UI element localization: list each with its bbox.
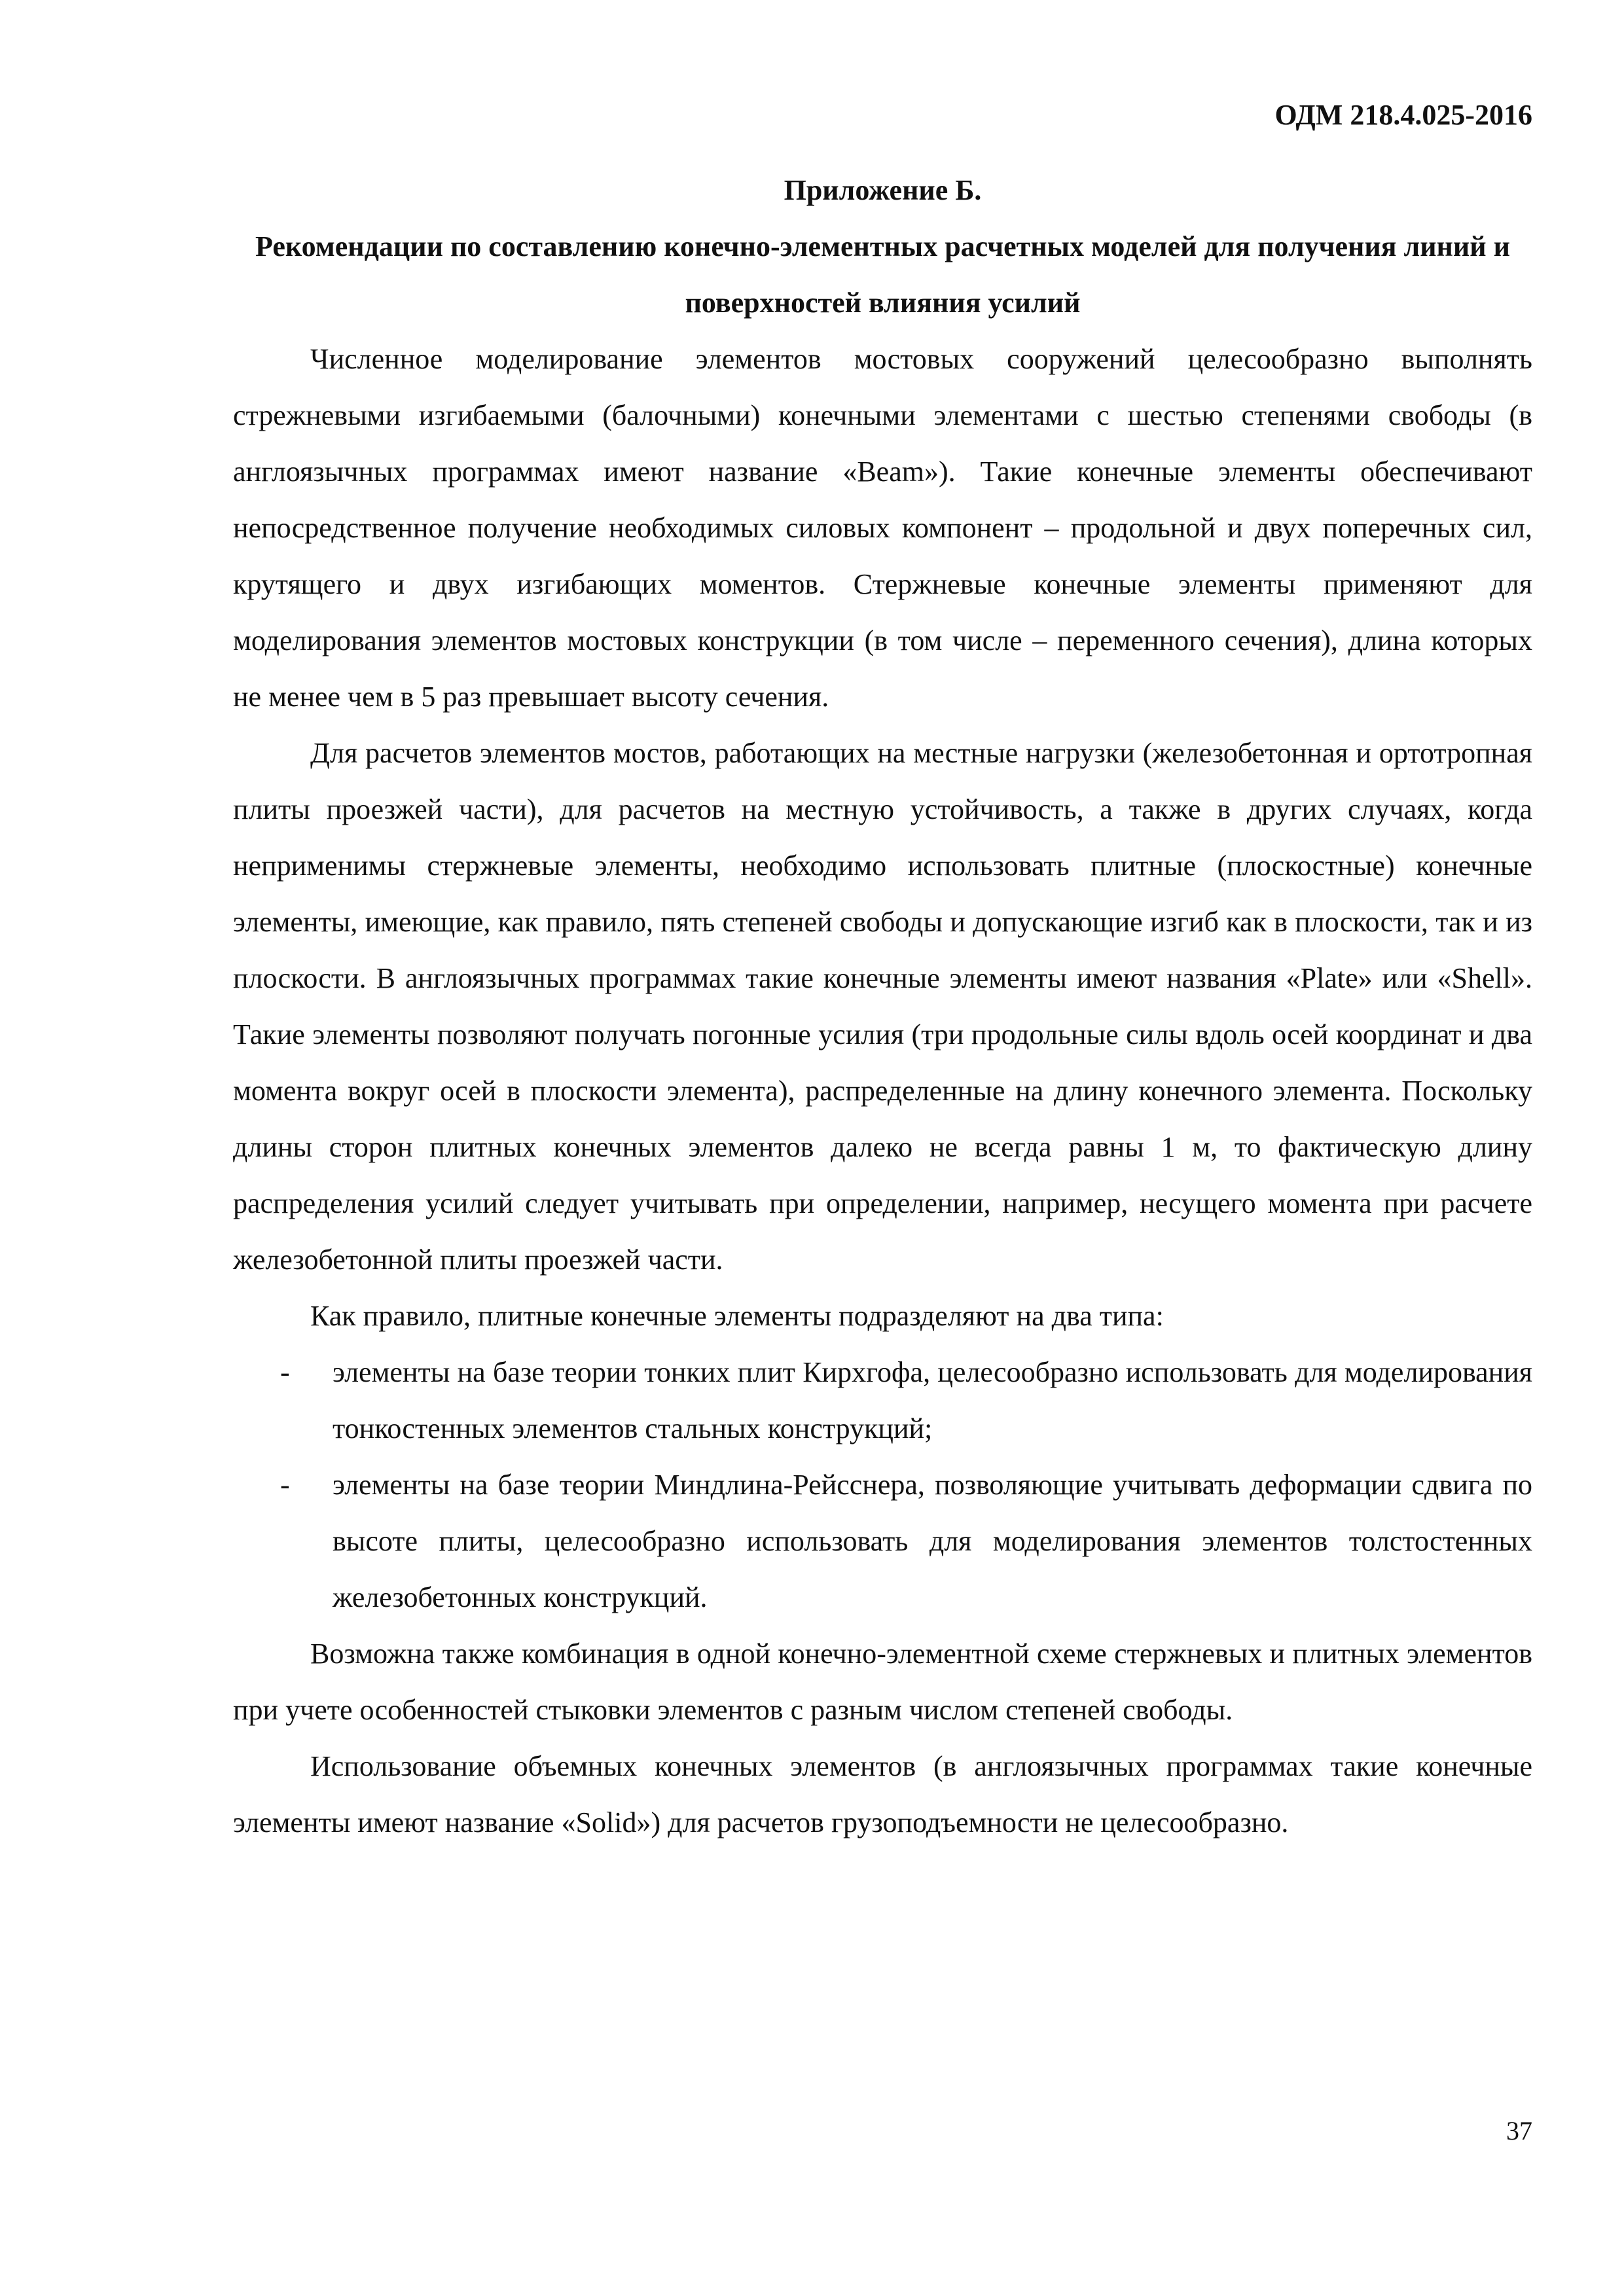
list-item-text: элементы на базе теории Миндлина-Рейсснера, позволяющие учитывать деформации сдвига по высоте плиты, целесообразно использовать для моделирования элементов толстостенных железобетонных конструкций. [333,1469,1532,1613]
paragraph-solid-elements: Использование объемных конечных элементов (в англоязычных программах такие конечные элементы имеют название «Solid») для расчетов грузоподъемности не целесообразно. [233,1750,1532,1839]
paragraph-plate-types-intro: Как правило, плитные конечные элементы подразделяют на два типа: [310,1300,1164,1332]
paragraph-plate-elements: Для расчетов элементов мостов, работающих на местные нагрузки (железобетонная и ортотропная плиты проезжей части), для расчетов на местную устойчивость, а также в других случаях, когда неприменимы стержневые элементы, необходимо использовать плитные (плоскостные) конечные элементы, имеющие, как правило, пять степеней свободы и допускающие изгиб как в плоскости, так и из плоскости. В англоязычных программах такие конечные элементы имеют названия «Plate» или «Shell». Такие элементы позволяют получать погонные усилия (три продольные силы вдоль осей координат и два момента вокруг осей в плоскости элемента), распределенные на длину конечного элемента. Поскольку длины сторон плитных конечных элементов далеко не всегда равны 1 м, то фактическую длину распределения усилий следует учитывать при определении, например, несущего момента при расчете железобетонной плиты проезжей части. [233,737,1533,1276]
list-item-text: элементы на базе теории тонких плит Кирхгофа, целесообразно использовать для моделирования тонкостенных элементов стальных конструкций; [333,1356,1532,1444]
appendix-title: Приложение Б. [784,174,982,206]
list-dash: - [280,1469,290,1501]
page-number: 37 [1506,2116,1532,2145]
document-code: ОДМ 218.4.025-2016 [1274,99,1532,131]
paragraph-beam-elements: Численное моделирование элементов мостовых сооружений целесообразно выполнять стрежневыми изгибаемыми (балочными) конечными элементами с шестью степенями свободы (в англоязычных программах имеют название «Beam»). Такие конечные элементы обеспечивают непосредственное получение необходимых силовых компонент – продольной и двух поперечных сил, крутящего и двух изгибающих моментов. Стержневые конечные элементы применяют для моделирования элементов мостовых конструкции (в том числе – переменного сечения), длина которых не менее чем в 5 раз превышает высоту сечения. [233,343,1532,713]
page-content [233,162,1532,1851]
appendix-subtitle: Рекомендации по составлению конечно-элементных расчетных моделей для получения линий и поверхностей влияния усилий [255,230,1510,319]
paragraph-combination: Возможна также комбинация в одной конечно-элементной схеме стержневых и плитных элементов при учете особенностей стыковки элементов с разным числом степеней свободы. [233,1638,1532,1726]
list-dash: - [280,1356,290,1388]
list-item-kirchhoff [233,1344,1532,1457]
plate-types-list [233,1344,1532,1626]
list-item-mindlin [233,1457,1532,1626]
